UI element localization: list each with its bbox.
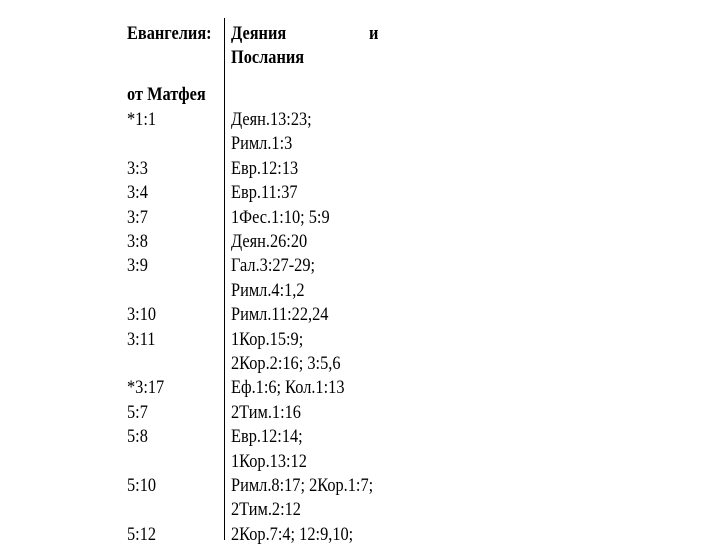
gospel-ref: 5:8 [127,426,148,448]
epistle-ref: 1Кор.13:12 [231,450,307,472]
epistle-ref: Евр.12:13 [231,157,299,179]
header-right-title-conjunction: и [369,23,379,44]
epistle-ref: 1Кор.15:9; [231,328,304,350]
epistle-ref: 2Тим.1:16 [231,401,301,423]
epistle-ref: Римл.11:22,24 [231,304,329,326]
gospel-ref: 3:7 [127,206,148,228]
gospel-ref: *3:17 [127,377,165,399]
gospel-ref: 5:10 [127,475,157,496]
gospel-ref: 3:9 [127,255,148,277]
epistle-ref: Еф.1:6; Кол.1:13 [231,377,345,399]
epistle-ref: Римл.1:3 [231,133,293,155]
epistle-ref: Евр.12:14; [231,426,303,448]
header-right-title-line2: Послания [231,47,305,68]
epistle-ref: 2Кор.2:16; 3:5,6 [231,353,341,374]
epistle-ref: Римл.8:17; 2Кор.1:7; [231,475,374,496]
gospel-ref: 3:11 [127,328,156,350]
epistle-ref: 2Кор.7:4; 12:9,10; [231,523,354,545]
header-left-title: Евангелия: [127,23,212,44]
gospel-ref: 3:3 [127,157,148,179]
header-right-title-word: Деяния [231,23,287,44]
epistle-ref: Деян.26:20 [231,231,308,252]
gospel-ref: *1:1 [127,109,157,130]
epistle-ref: 1Фес.1:10; 5:9 [231,206,330,228]
column-divider [224,18,225,540]
gospel-ref: 5:7 [127,401,148,423]
gospel-ref: 3:4 [127,182,148,204]
epistle-ref: Евр.11:37 [231,182,298,204]
gospel-ref: 3:10 [127,304,157,326]
gospel-ref: 3:8 [127,231,148,252]
header-left-subtitle: от Матфея [127,84,206,105]
gospel-ref: 5:12 [127,523,157,545]
epistle-ref: Гал.3:27-29; [231,255,316,277]
epistle-ref: 2Тим.2:12 [231,499,301,521]
epistle-ref: Деян.13:23; [231,109,312,130]
epistle-ref: Римл.4:1,2 [231,279,305,301]
